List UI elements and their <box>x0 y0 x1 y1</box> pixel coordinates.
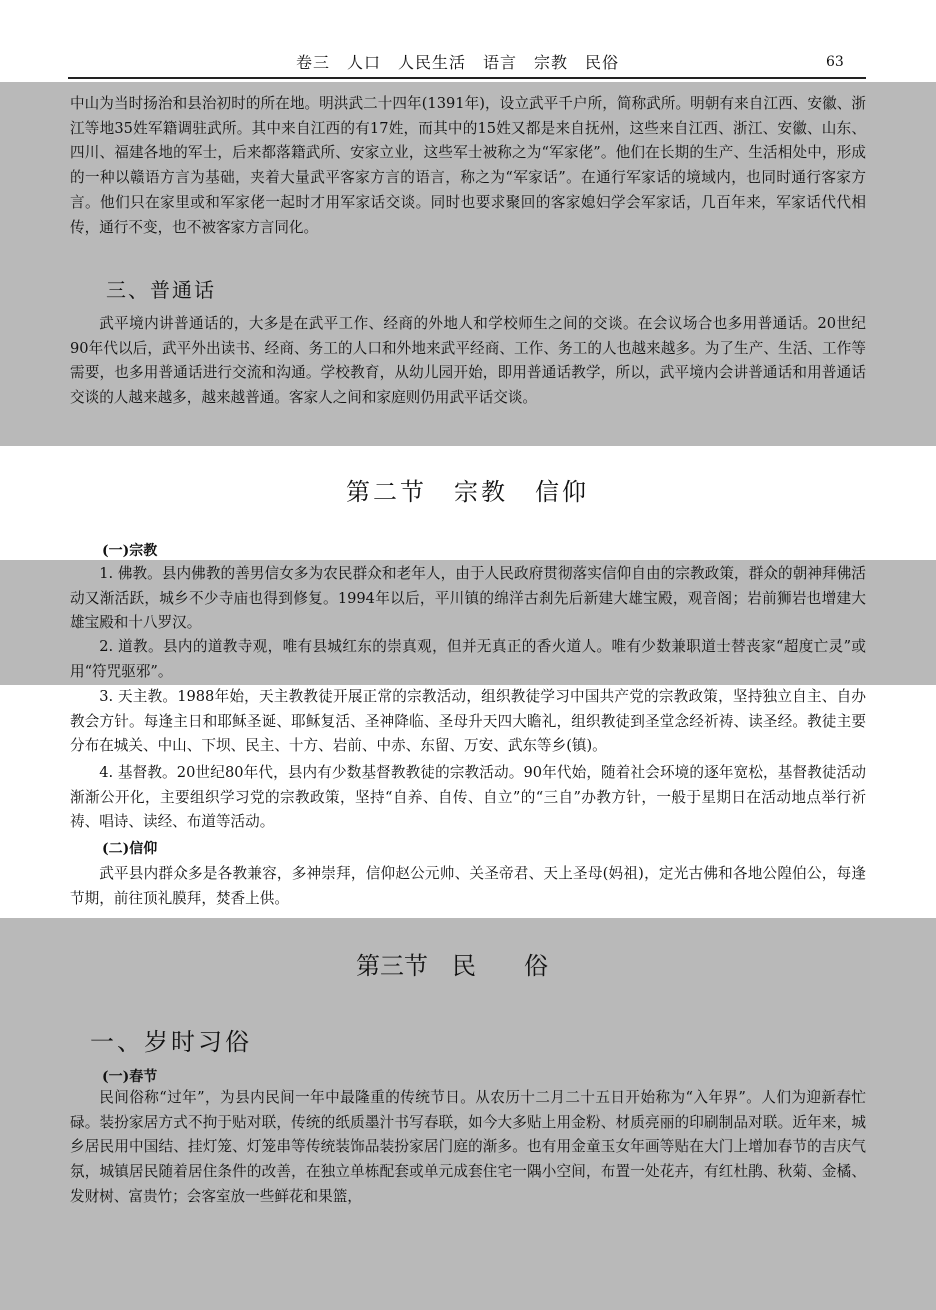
religion-subheading: (一)宗教 <box>102 543 158 559</box>
buddhism-paragraph: 1. 佛教。县内佛教的善男信女多为农民群众和老年人，由于人民政府贯彻落实信仰自由的宗教政策，群众的朝神拜佛活动又渐活跃，城乡不少寺庙也得到修复。1994年以后，平川镇的绵洋古刹先后新建大雄宝殿，观音阁；岩前狮岩也增建大雄宝殿和十八罗汉。 <box>70 565 866 632</box>
spring-festival-subheading: (一)春节 <box>102 1069 158 1085</box>
belief-paragraph: 武平县内群众多是各教兼容，多神崇拜，信仰赵公元帅、关圣帝君、天上圣母(妈祖)，定光古佛和各地公隍伯公，每逢节期，前往顶礼膜拜，焚香上供。 <box>70 865 866 907</box>
page-number: 63 <box>826 54 844 70</box>
section-three-heading: 第三节 民 俗 <box>356 952 548 980</box>
running-header: 卷三 人口 人民生活 语言 宗教 民俗 <box>296 53 620 72</box>
header-rule <box>68 77 866 79</box>
spring-festival-paragraph: 民间俗称“过年”，为县内民间一年中最隆重的传统节日。从农历十二月二十五日开始称为“入年界”。人们为迎新春忙碌。装扮家居方式不拘于贴对联，传统的纸质墨汁书写春联，如今大多贴上用金粉、材质亮丽的印刷制品对联。近年来，城乡居民用中国结、挂灯笼、灯笼串等传统装饰品装扮家居门庭的渐多。也有用金童玉女年画等贴在大门上增加春节的吉庆气氛，城镇居民随着居住条件的改善，在独立单栋配套或单元成套住宅一隅小空间，布置一处花卉，有红杜鹃、秋菊、金橘、发财树、富贵竹；会客室放一些鲜花和果篮， <box>70 1089 866 1205</box>
section-two-heading: 第二节 宗教 信仰 <box>346 478 589 506</box>
christianity-paragraph: 4. 基督教。20世纪80年代，县内有少数基督教教徒的宗教活动。90年代始，随着社会环境的逐年宽松，基督教徒活动渐渐公开化，主要组织学习党的宗教政策，坚持“自养、自传、自立”的“三自”办教方针，一般于星期日在活动地点举行祈祷、唱诗、读经、布道等活动。 <box>70 764 866 831</box>
catholicism-paragraph: 3. 天主教。1988年始，天主教教徒开展正常的宗教活动，组织教徒学习中国共产党的宗教政策，坚持独立自主、自办教会方针。每逢主日和耶稣圣诞、耶稣复活、圣神降临、圣母升天四大瞻礼，组织教徒到圣堂念经祈祷、读圣经。教徒主要分布在城关、中山、下坝、民主、十方、岩前、中赤、东留、万安、武东等乡(镇)。 <box>70 688 866 755</box>
taoism-paragraph: 2. 道教。县内的道教寺观，唯有县城红东的崇真观，但并无真正的香火道人。唯有少数兼职道士替丧家“超度亡灵”或用“符咒驱邪”。 <box>70 638 866 680</box>
putonghua-paragraph: 武平境内讲普通话的，大多是在武平工作、经商的外地人和学校师生之间的交谈。在会议场合也多用普通话。20世纪90年代以后，武平外出读书、经商、务工的人口和外地来武平经商、工作、务工的人也越来越多。为了生产、生活、工作等需要，也多用普通话进行交流和沟通。学校教育，从幼儿园开始，即用普通话教学，所以，武平境内会讲普通话和用普通话交谈的人越来越多，越来越普通。客家人之间和家庭则仍用武平话交谈。 <box>70 315 866 407</box>
junjiahua-paragraph: 中山为当时扬治和县治初时的所在地。明洪武二十四年(1391年)，设立武平千户所，简称武所。明朝有来自江西、安徽、浙江等地35姓军籍调驻武所。其中来自江西的有17姓，而其中的15姓又都是来自抚州，这些来自江西、浙江、安徽、山东、四川、福建各地的军士，后来都落籍武所、安家立业，这些军士被称之为“军家佬”。他们在长期的生产、生活相处中，形成的一种以赣语方言为基础，夹着大量武平客家方言的语言，称之为“军家话”。在通行军家话的境域内，也同时通行客家方言。他们只在家里或和军家佬一起时才用军家话交谈。同时也要求聚回的客家媳妇学会军家话，几百年来，军家话代代相传，通行不变，也不被客家方言同化。 <box>70 95 866 236</box>
belief-subheading: (二)信仰 <box>102 841 158 857</box>
putonghua-heading: 三、普通话 <box>106 278 216 302</box>
seasonal-customs-heading: 一、岁时习俗 <box>90 1028 252 1056</box>
